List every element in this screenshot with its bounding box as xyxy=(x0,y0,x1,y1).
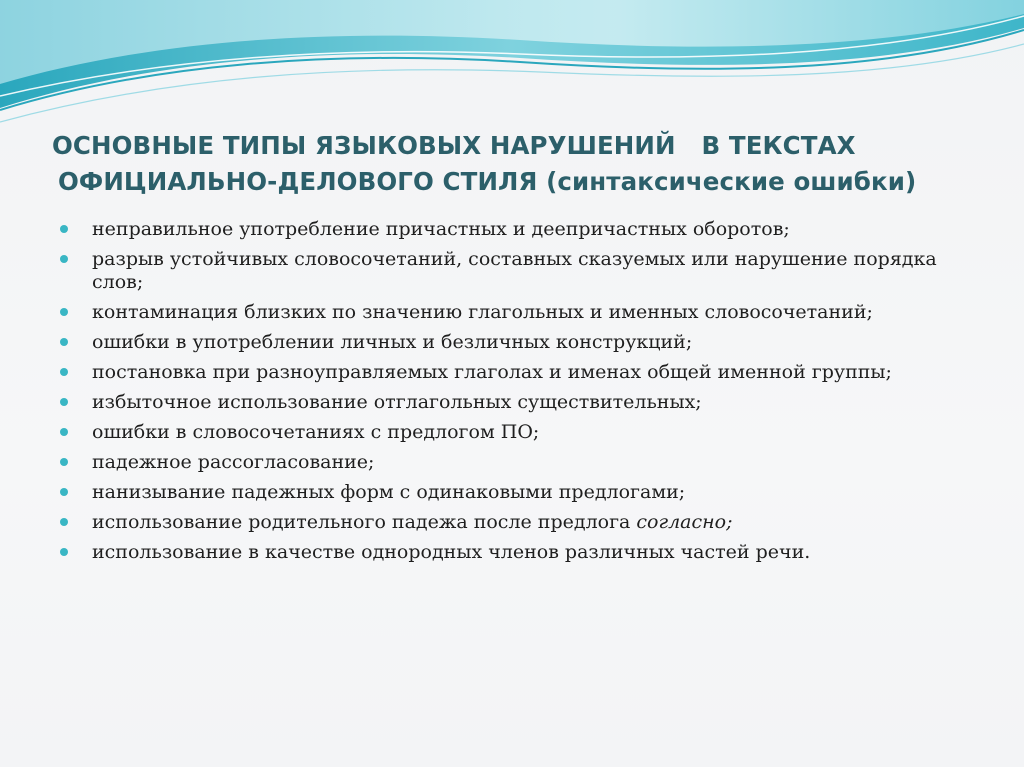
list-item: постановка при разноуправляемых глаголах и именах общей именной группы; xyxy=(58,361,978,384)
slide-title xyxy=(52,128,982,200)
list-item: контаминация близких по значению глагольных и именных словосочетаний; xyxy=(58,301,978,324)
title-line-2: ОФИЦИАЛЬНО-ДЕЛОВОГО СТИЛЯ (синтаксические ошибки) xyxy=(58,167,917,196)
bullet-icon xyxy=(60,338,68,346)
list-item: ошибки в употреблении личных и безличных конструкций; xyxy=(58,331,978,354)
bullet-icon xyxy=(60,458,68,466)
bullet-icon xyxy=(60,488,68,496)
bullet-icon xyxy=(60,548,68,556)
emphasized-word: согласно; xyxy=(636,511,733,534)
list-item: неправильное употребление причастных и деепричастных оборотов; xyxy=(58,218,978,241)
bullet-icon xyxy=(60,428,68,436)
bullet-icon xyxy=(60,398,68,406)
bullet-icon xyxy=(60,518,68,526)
title-line-1: ОСНОВНЫЕ ТИПЫ ЯЗЫКОВЫХ НАРУШЕНИЙ В ТЕКСТАХ xyxy=(52,131,856,160)
wave-decoration xyxy=(0,0,1024,130)
list-item: использование родительного падежа после предлога согласно; xyxy=(58,511,978,534)
bullet-icon xyxy=(60,225,68,233)
bullet-list xyxy=(58,218,978,572)
bullet-icon xyxy=(60,368,68,376)
list-item: разрыв устойчивых словосочетаний, составных сказуемых или нарушение порядка слов; xyxy=(58,248,978,293)
list-item: нанизывание падежных форм с одинаковыми предлогами; xyxy=(58,481,978,504)
list-item: использование в качестве однородных членов различных частей речи. xyxy=(58,541,978,564)
list-item: избыточное использование отглагольных существительных; xyxy=(58,391,978,414)
list-item: падежное рассогласование; xyxy=(58,451,978,474)
list-item: ошибки в словосочетаниях с предлогом ПО; xyxy=(58,421,978,444)
bullet-icon xyxy=(60,308,68,316)
bullet-icon xyxy=(60,255,68,263)
